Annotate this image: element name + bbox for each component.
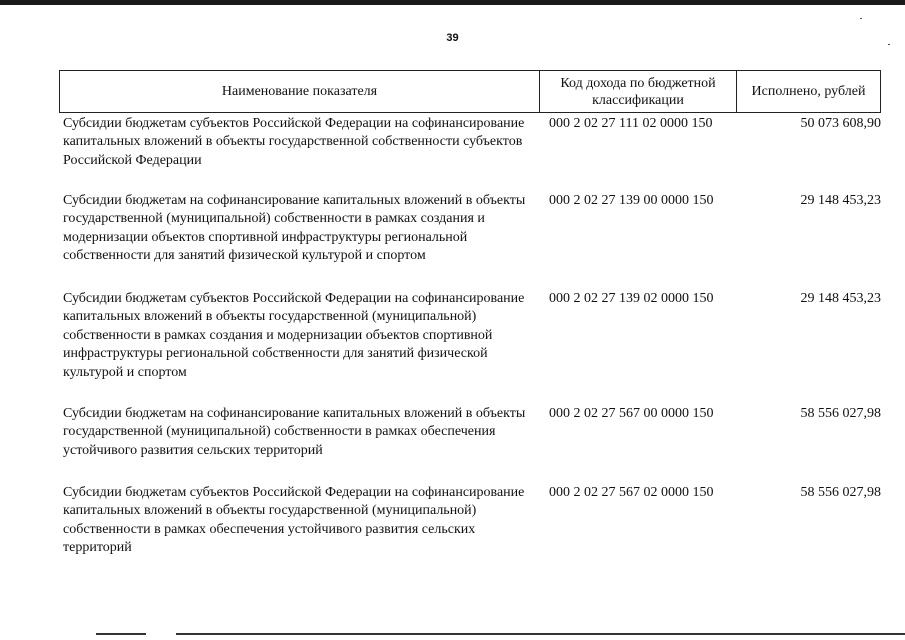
row-name: Субсидии бюджетам на софинансирование капитальных вложений в объекты государственной (муниципальной) собственности в рамках обеспечения устойчивого развития сельских территорий: [63, 406, 526, 458]
table-header: [59, 70, 881, 113]
header-code: Код дохода по бюджетной классификации: [540, 71, 737, 112]
row-code: 000 2 02 27 139 00 0000 150: [549, 193, 714, 208]
row-code: 000 2 02 27 111 02 0000 150: [549, 116, 713, 131]
row-amount: 29 148 453,23: [800, 291, 881, 306]
row-code: 000 2 02 27 139 02 0000 150: [549, 291, 714, 306]
scan-bottom-line: [176, 633, 905, 635]
row-amount: 50 073 608,90: [800, 116, 881, 131]
scan-top-edge: [0, 0, 905, 5]
row-name: Субсидии бюджетам субъектов Российской Федерации на софинансирование капитальных вложений в объекты государственной (муниципальной) собственности в рамках создания и модернизации объектов спортивной инфраструктуры региональной собственности для занятий физической культурой и спортом: [63, 291, 525, 380]
row-name: Субсидии бюджетам субъектов Российской Федерации на софинансирование капитальных вложений в объекты государственной собственности субъектов Российской Федерации: [63, 116, 525, 168]
row-name: Субсидии бюджетам субъектов Российской Федерации на софинансирование капитальных вложений в объекты государственной (муниципальной) собственности в рамках обеспечения устойчивого развития сельских территорий: [63, 485, 525, 556]
header-executed: Исполнено, рублей: [751, 84, 866, 99]
scan-speck: [888, 44, 890, 45]
page-number: 39: [446, 32, 459, 44]
row-code: 000 2 02 27 567 00 0000 150: [549, 406, 714, 421]
row-amount: 29 148 453,23: [800, 193, 881, 208]
row-amount: 58 556 027,98: [800, 406, 881, 421]
header-name: Наименование показателя: [60, 71, 540, 112]
scan-speck: [860, 18, 862, 19]
row-amount: 58 556 027,98: [800, 485, 881, 500]
row-name: Субсидии бюджетам на софинансирование капитальных вложений в объекты государственной (муниципальной) собственности в рамках создания и модернизации объектов спортивной инфраструктуры региональной собственности для занятий физической культурой и спортом: [63, 193, 526, 264]
row-code: 000 2 02 27 567 02 0000 150: [549, 485, 714, 500]
scan-bottom-line: [96, 633, 146, 635]
